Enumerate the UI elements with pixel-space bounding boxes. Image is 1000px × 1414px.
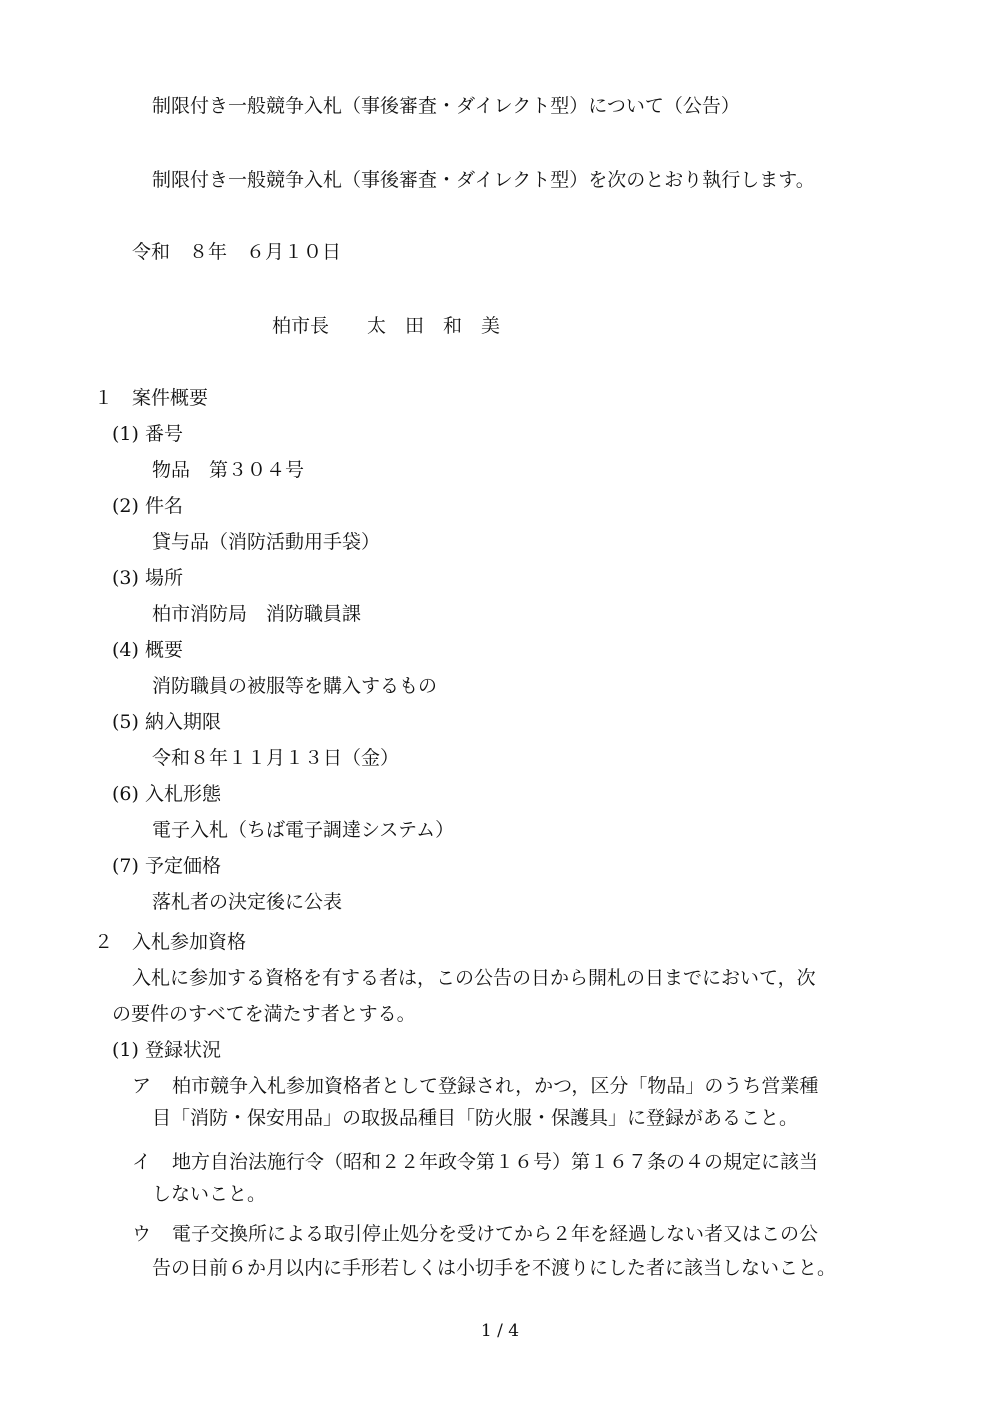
section2-paragraph-line1: 入札に参加する資格を有する者は，この公告の日から開札の日までにおいて，次 bbox=[132, 967, 816, 989]
item-name-label: (2) 件名 bbox=[112, 495, 183, 517]
clause-i-line2: しないこと。 bbox=[152, 1183, 267, 1205]
item-deadline-value: 令和８年１１月１３日（金） bbox=[152, 747, 400, 769]
clause-i-mark: イ bbox=[132, 1151, 152, 1173]
item-summary-value: 消防職員の被服等を購入するもの bbox=[152, 675, 438, 697]
item-bid-type-label: (6) 入札形態 bbox=[112, 783, 221, 805]
item-bid-type-value: 電子入札（ちば電子調達システム） bbox=[152, 819, 455, 841]
clause-a-line1: 柏市競争入札参加資格者として登録され，かつ，区分「物品」のうち営業種 bbox=[172, 1075, 819, 1097]
item-price-value: 落札者の決定後に公表 bbox=[152, 891, 343, 913]
item-name-value: 貸与品（消防活動用手袋） bbox=[152, 531, 381, 553]
registration-status-label: (1) 登録状況 bbox=[112, 1039, 221, 1061]
notice-title: 制限付き一般競争入札（事後審査・ダイレクト型）について（公告） bbox=[152, 95, 740, 117]
item-number-label: (1) 番号 bbox=[112, 423, 183, 445]
clause-u-mark: ウ bbox=[132, 1223, 152, 1245]
item-summary-label: (4) 概要 bbox=[112, 639, 183, 661]
item-deadline-label: (5) 納入期限 bbox=[112, 711, 221, 733]
section1-heading: １ 案件概要 bbox=[94, 387, 209, 409]
section2-heading: ２ 入札参加資格 bbox=[94, 931, 247, 953]
page-number: 1 / 4 bbox=[480, 1321, 520, 1341]
item-place-value: 柏市消防局 消防職員課 bbox=[152, 603, 362, 625]
clause-a-mark: ア bbox=[132, 1075, 152, 1097]
clause-i-line1: 地方自治法施行令（昭和２２年政令第１６号）第１６７条の４の規定に該当 bbox=[172, 1151, 819, 1173]
clause-u-line2: 告の日前６か月以内に手形若しくは小切手を不渡りにした者に該当しないこと。 bbox=[152, 1257, 837, 1279]
intro-text: 制限付き一般競争入札（事後審査・ダイレクト型）を次のとおり執行します。 bbox=[152, 169, 815, 191]
item-price-label: (7) 予定価格 bbox=[112, 855, 221, 877]
clause-a-line2: 目「消防・保安用品」の取扱品種目「防火服・保護具」に登録があること。 bbox=[152, 1107, 799, 1129]
item-place-label: (3) 場所 bbox=[112, 567, 183, 589]
signer: 柏市長 太 田 和 美 bbox=[272, 315, 501, 337]
notice-date: 令和 ８年 ６月１０日 bbox=[132, 241, 342, 263]
item-number-value: 物品 第３０４号 bbox=[152, 459, 305, 481]
section2-paragraph-line2: の要件のすべてを満たす者とする。 bbox=[112, 1003, 416, 1025]
clause-u-line1: 電子交換所による取引停止処分を受けてから２年を経過しない者又はこの公 bbox=[172, 1223, 819, 1245]
